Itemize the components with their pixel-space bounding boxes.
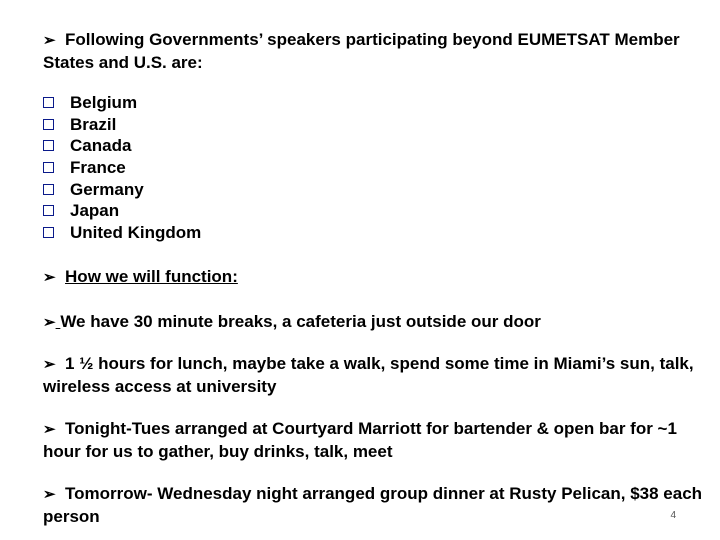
checkbox-bullet-icon xyxy=(43,184,54,195)
point-breaks xyxy=(43,311,703,334)
list-item: Japan xyxy=(43,200,201,222)
point-text: 1 ½ hours for lunch, maybe take a walk, spend some time in Miami’s sun, talk, wireless access at university xyxy=(43,354,694,396)
checkbox-bullet-icon xyxy=(43,119,54,130)
checkbox-bullet-icon xyxy=(43,162,54,173)
point-text: We have 30 minute breaks, a cafeteria just outside our door xyxy=(60,312,541,331)
arrow-bullet-icon: ➢ xyxy=(43,269,56,286)
list-item: Brazil xyxy=(43,114,201,136)
point-tonight xyxy=(43,418,703,462)
checkbox-bullet-icon xyxy=(43,97,54,108)
list-item: France xyxy=(43,157,201,179)
page-number: 4 xyxy=(670,510,676,521)
list-item: Belgium xyxy=(43,92,201,114)
country-list xyxy=(43,92,201,244)
checkbox-bullet-icon xyxy=(43,227,54,238)
arrow-bullet-icon: ➢ xyxy=(43,486,56,503)
checkbox-bullet-icon xyxy=(43,140,54,151)
point-tomorrow xyxy=(43,483,703,527)
intro-paragraph xyxy=(43,29,703,73)
checkbox-bullet-icon xyxy=(43,205,54,216)
arrow-bullet-icon: ➢ xyxy=(43,421,56,438)
list-item: United Kingdom xyxy=(43,222,201,244)
point-text: Tonight-Tues arranged at Courtyard Marriott for bartender & open bar for ~1 hour for us to gather, buy drinks, talk, meet xyxy=(43,419,677,461)
list-item: Canada xyxy=(43,135,201,157)
arrow-bullet-icon: ➢ xyxy=(43,32,56,49)
intro-text: Following Governments’ speakers participating beyond EUMETSAT Member States and U.S. are: xyxy=(43,30,680,72)
point-text: Tomorrow- Wednesday night arranged group dinner at Rusty Pelican, $38 each person xyxy=(43,484,703,526)
arrow-bullet-icon: ➢ xyxy=(43,356,56,373)
list-item: Germany xyxy=(43,179,201,201)
point-how-we-function xyxy=(43,266,703,289)
point-text: How we will function: xyxy=(65,267,238,286)
arrow-bullet-icon: ➢ xyxy=(43,314,56,331)
point-lunch xyxy=(43,353,703,397)
